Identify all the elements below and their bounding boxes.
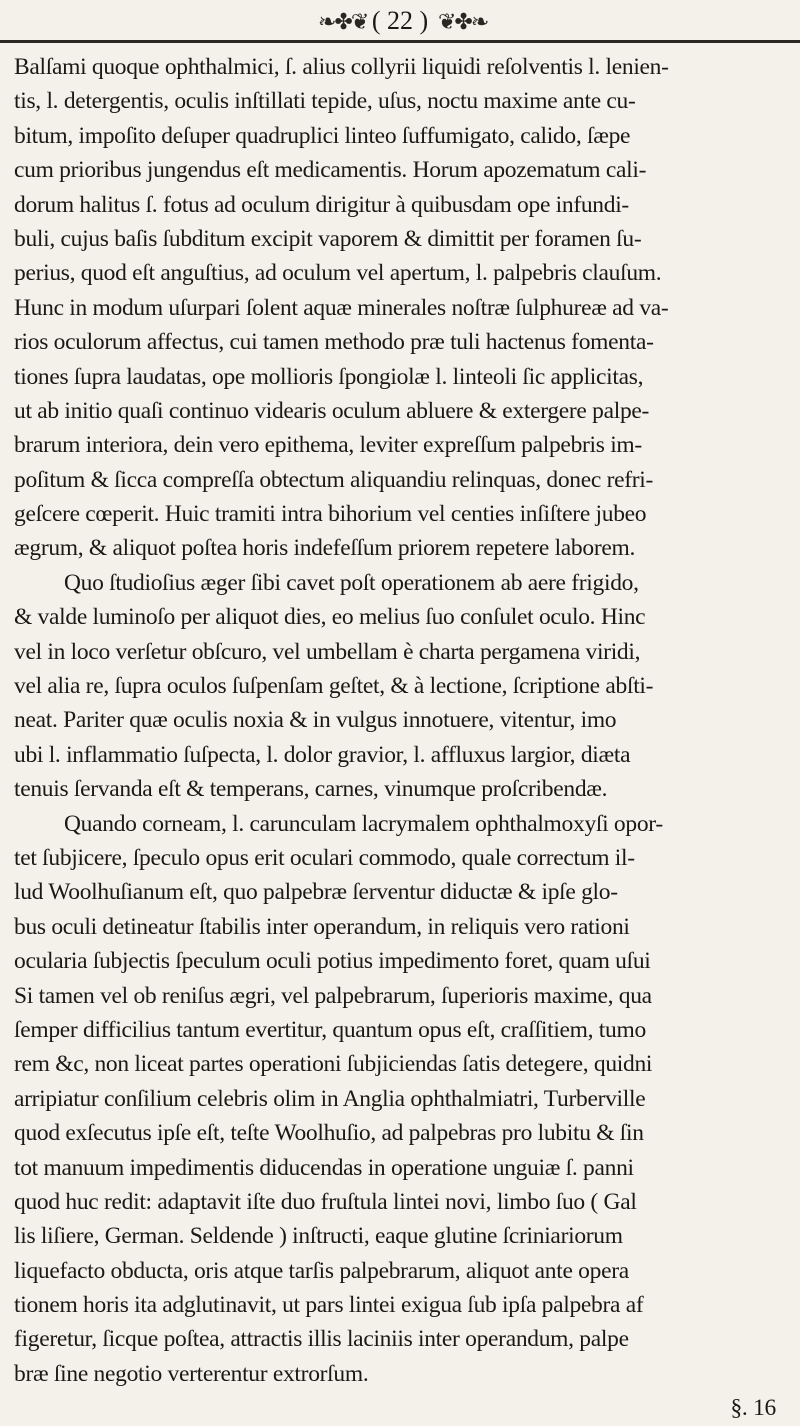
text-line: ægrum, & aliquot poſtea horis indefeſſum priorem repetere laborem. <box>14 535 636 562</box>
body-text <box>14 50 794 1426</box>
text-line: lud Woolhuſianum eſt, quo palpebræ ſerventur diductæ & ipſe glo- <box>14 879 618 906</box>
text-line: Si tamen vel ob reniſus ægri, vel palpebrarum, ſuperioris maxime, qua <box>14 982 652 1009</box>
text-line: perius, quod eſt anguſtius, ad oculum vel apertum, l. palpebris clauſum. <box>14 260 662 287</box>
text-line: bitum, impoſito deſuper quadruplici linteo ſuffumigato, calido, ſæpe <box>14 122 631 149</box>
ornament-left: ❧✤❦ <box>318 10 368 35</box>
ornament-right: ❦✤❧ <box>438 10 488 35</box>
text-line: figeretur, ſicque poſtea, attractis illis laciniis inter operandum, palpe <box>14 1326 629 1353</box>
text-line: vel in loco verſetur obſcuro, vel umbellam è charta pergamena viridi, <box>14 638 641 665</box>
text-line: quod huc redit: adaptavit iſte duo fruſtula lintei novi, limbo ſuo ( Gal <box>14 1188 637 1215</box>
text-line: bræ ſine negotio verterentur extrorſum. <box>14 1360 369 1387</box>
text-line: quod exſecutus ipſe eſt, teſte Woolhuſio, ad palpebras pro lubitu & ſin <box>14 1120 644 1147</box>
text-line: buli, cujus baſis ſubditum excipit vaporem & dimittit per foramen ſu- <box>14 225 642 252</box>
text-line: ubi l. inflammatio ſuſpecta, l. dolor gravior, l. affluxus largior, diæta <box>14 741 631 768</box>
text-line: ſemper difficilius tantum evertitur, quantum opus eſt, craſſitiem, tumo <box>14 1016 646 1043</box>
text-line: cum prioribus jungendus eſt medicamentis. Horum apozematum cali- <box>14 157 647 184</box>
text-line: neat. Pariter quæ oculis noxia & in vulgus innotuere, vitentur, imo <box>14 707 617 734</box>
text-line: Balſami quoque ophthalmici, ſ. alius collyrii liquidi reſolventis l. lenien- <box>14 54 669 80</box>
text-line: tot manuum impedimentis diducendas in operatione unguiæ ſ. panni <box>14 1154 634 1181</box>
text-line: tet ſubjicere, ſpeculo opus erit oculari commodo, quale correctum il- <box>14 844 635 871</box>
text-line: lis liſiere, German. Seldende ) inſtructi, eaque glutine ſcriniariorum <box>14 1223 623 1250</box>
catchword: §. 16 <box>730 1395 776 1422</box>
text-line: tenuis ſervanda eſt & temperans, carnes, vinumque proſcribendæ. <box>14 776 608 803</box>
text-line: bus oculi detineatur ſtabilis inter operandum, in reliquis vero rationi <box>14 913 630 940</box>
text-line: liquefacto obducta, oris atque tarſis palpebrarum, aliquot ante opera <box>14 1257 629 1284</box>
text-line: poſitum & ſicca compreſſa obtectum aliquandiu relinquas, donec refri- <box>14 466 654 493</box>
text-line: rios oculorum affectus, cui tamen methodo præ tuli hactenus fomenta- <box>14 329 654 356</box>
text-line: tionem horis ita adglutinavit, ut pars lintei exigua ſub ipſa palpebra af <box>14 1292 644 1319</box>
text-line: brarum interiora, dein vero epithema, leviter expreſſum palpebris im- <box>14 432 642 459</box>
page-number: ( 22 ) <box>371 6 429 35</box>
text-line: ut ab initio quaſi continuo videaris oculum abluere & extergere palpe- <box>14 397 650 424</box>
text-line: Quando corneam, l. carunculam lacrymalem ophthalmoxyſi opor- <box>64 810 663 837</box>
text-line: ocularia ſubjectis ſpeculum oculi potius impedimento foret, quam uſui <box>14 948 651 975</box>
text-line: tiones ſupra laudatas, ope mollioris ſpongiolæ l. linteoli ſic applicitas, <box>14 363 644 390</box>
text-line: arripiatur conſilium celebris olim in Anglia ophthalmiatri, Turberville <box>14 1085 646 1112</box>
text-line: tis, l. detergentis, oculis inſtillati tepide, uſus, noctu maxime ante cu- <box>14 88 636 115</box>
text-line: Quo ſtudioſius æger ſibi cavet poſt operationem ab aere frigido, <box>64 569 639 596</box>
text-line: & valde luminoſo per aliquot dies, eo melius ſuo conſulet oculo. Hinc <box>14 604 646 631</box>
text-line: rem &c, non liceat partes operationi ſubjiciendas ſatis detegere, quidni <box>14 1051 653 1078</box>
text-line: geſcere cœperit. Huic tramiti intra bihorium vel centies inſiſtere jubeo <box>14 501 647 528</box>
header-rule <box>0 40 800 43</box>
text-line: Hunc in modum uſurpari ſolent aquæ minerales noſtræ ſulphureæ ad va- <box>14 294 669 321</box>
text-line: vel alia re, ſupra oculos ſuſpenſam geſtet, & à lectione, ſcriptione abſti- <box>14 673 654 700</box>
text-line: dorum halitus ſ. fotus ad oculum dirigitur à quibusdam ope infundi- <box>14 191 629 218</box>
